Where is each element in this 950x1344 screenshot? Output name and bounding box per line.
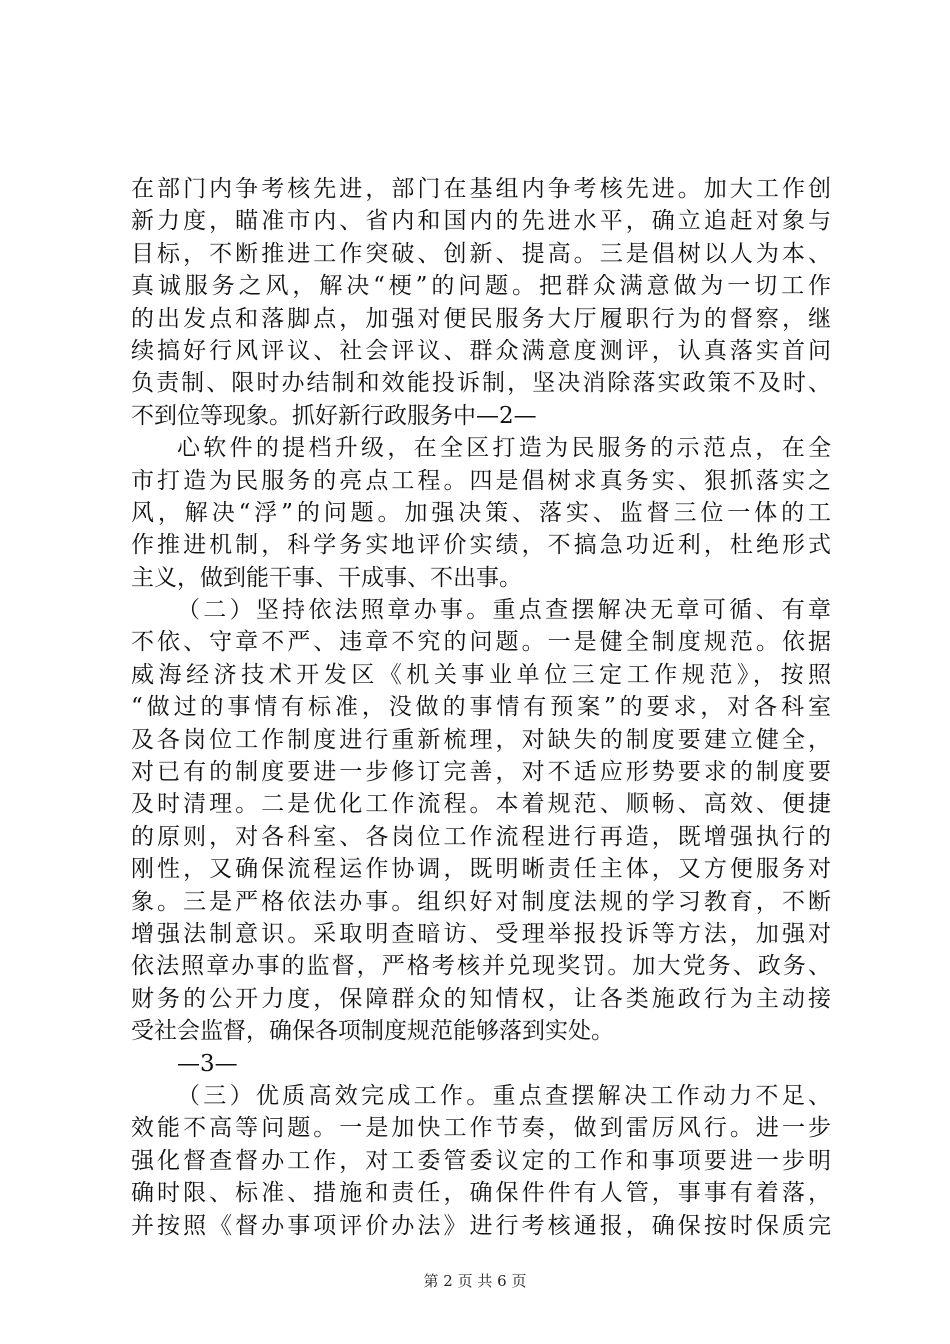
text-line: 不到位等现象。抓好新行政服务中—2— xyxy=(131,402,537,429)
text-line: 市打造为民服务的亮点工程。四是倡树求真务实、狠抓落实之 xyxy=(131,467,831,494)
text-line: 强化督查督办工作，对工委管委议定的工作和事项要进一步明 xyxy=(131,1147,831,1174)
text-line: 负责制、限时办结制和效能投诉制，坚决消除落实政策不及时、 xyxy=(131,370,831,397)
text-line: 效能不高等问题。一是加快工作节奏，做到雷厉风行。进一步 xyxy=(131,1115,831,1142)
text-line: 威海经济技术开发区《机关事业单位三定工作规范》，按照 xyxy=(131,661,831,688)
text-line: 增强法制意识。采取明查暗访、受理举报投诉等方法，加强对 xyxy=(131,920,831,947)
text-line: 刚性，又确保流程运作协调，既明晰责任主体，又方便服务对 xyxy=(131,856,831,883)
text-line: 对已有的制度要进一步修订完善，对不适应形势要求的制度要 xyxy=(131,759,831,786)
text-line: （二）坚持依法照章办事。重点查摆解决无章可循、有章 xyxy=(177,597,831,624)
text-line: 在部门内争考核先进，部门在基组内争考核先进。加大工作创 xyxy=(131,176,831,202)
text-line: 及时清理。二是优化工作流程。本着规范、顺畅、高效、便捷 xyxy=(131,791,831,818)
text-line: 心软件的提档升级，在全区打造为民服务的示范点，在全 xyxy=(177,435,831,462)
text-line: 续搞好行风评议、社会评议、群众满意度测评，认真落实首问 xyxy=(131,337,831,364)
text-line: 风，解决“浮”的问题。加强决策、落实、监督三位一体的工 xyxy=(131,499,831,526)
text-line: 真诚服务之风，解决“梗”的问题。把群众满意做为一切工作 xyxy=(131,273,831,300)
text-line: 主义，做到能干事、干成事、不出事。 xyxy=(131,564,522,591)
text-line: 的原则，对各科室、各岗位工作流程进行再造，既增强执行的 xyxy=(131,823,831,850)
text-line: 象。三是严格依法办事。组织好对制度法规的学习教育，不断 xyxy=(131,888,831,915)
text-line: 不依、守章不严、违章不究的问题。一是健全制度规范。依据 xyxy=(131,629,831,656)
text-line: 的出发点和落脚点，加强对便民服务大厅履职行为的督察，继 xyxy=(131,305,831,332)
text-line: 确时限、标准、措施和责任，确保件件有人管，事事有着落， xyxy=(131,1180,831,1207)
text-line: —3— xyxy=(177,1050,238,1077)
text-line: 新力度，瞄准市内、省内和国内的先进水平，确立追赶对象与 xyxy=(131,208,831,235)
text-line: 目标，不断推进工作突破、创新、提高。三是倡树以人为本、 xyxy=(131,240,831,267)
text-line: （三）优质高效完成工作。重点查摆解决工作动力不足、 xyxy=(177,1082,831,1109)
text-line: 作推进机制，科学务实地评价实绩，不搞急功近利，杜绝形式 xyxy=(131,532,831,559)
text-line: 并按照《督办事项评价办法》进行考核通报，确保按时保质完 xyxy=(131,1212,831,1239)
text-line: 财务的公开力度，保障群众的知情权，让各类施政行为主动接 xyxy=(131,985,831,1012)
text-line: “做过的事情有标准，没做的事情有预案”的要求，对各科室 xyxy=(131,694,831,721)
text-line: 及各岗位工作制度进行重新梳理，对缺失的制度要建立健全， xyxy=(131,726,831,753)
document-body xyxy=(131,173,831,1242)
text-line: 依法照章办事的监督，严格考核并兑现奖罚。加大党务、政务、 xyxy=(131,953,831,980)
page-footer: 第 2 页 共 6 页 xyxy=(423,1272,527,1290)
text-line: 受社会监督，确保各项制度规范能够落到实处。 xyxy=(131,1018,614,1045)
